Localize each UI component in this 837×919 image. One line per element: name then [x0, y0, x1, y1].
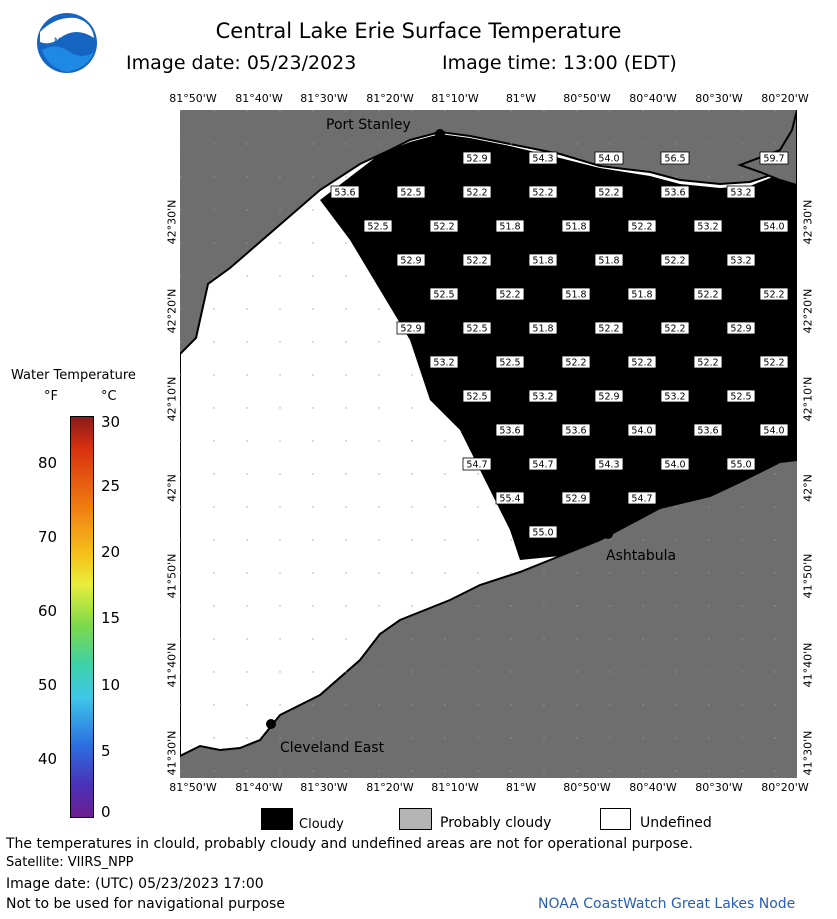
temperature-label	[496, 424, 524, 437]
temperature-label	[661, 254, 689, 267]
temperature-label	[661, 322, 689, 335]
svg-text:53.6: 53.6	[565, 425, 587, 437]
svg-text:53.2: 53.2	[433, 357, 455, 369]
temperature-label	[463, 458, 491, 471]
svg-text:51.8: 51.8	[499, 221, 521, 233]
lat-label-left-3: 42°N	[165, 474, 179, 502]
utc-date: Image date: (UTC) 05/23/2023 17:00	[6, 876, 264, 892]
temperature-label	[628, 288, 656, 301]
temperature-label	[529, 322, 557, 335]
svg-text:52.9: 52.9	[466, 153, 488, 165]
lon-label-top-5: 81°W	[505, 92, 537, 105]
lon-label-bottom-2: 81°30'W	[300, 781, 348, 794]
temperature-label	[463, 390, 491, 403]
svg-text:52.5: 52.5	[367, 221, 389, 233]
map	[180, 110, 797, 778]
temperature-label	[529, 526, 557, 539]
svg-text:54.0: 54.0	[631, 425, 653, 437]
temperature-label	[496, 356, 524, 369]
svg-text:51.8: 51.8	[565, 221, 587, 233]
svg-text:52.2: 52.2	[664, 255, 686, 267]
lon-label-top-8: 80°30'W	[695, 92, 743, 105]
temperature-label	[727, 254, 755, 267]
c-tick-label: 0	[101, 803, 111, 821]
lat-label-left-6: 41°30'N	[165, 730, 179, 776]
temperature-label	[760, 220, 788, 233]
f-tick-label: 40	[38, 750, 58, 768]
temperature-label	[661, 186, 689, 199]
navigation-note: Not to be used for navigational purpose	[6, 896, 285, 912]
svg-text:54.0: 54.0	[664, 459, 686, 471]
image-time: Image time: 13:00 (EDT)	[442, 52, 677, 74]
lon-label-top-1: 81°40'W	[235, 92, 283, 105]
temperature-label	[397, 254, 425, 267]
lon-label-top-3: 81°20'W	[366, 92, 414, 105]
port-stanley-marker	[435, 129, 445, 139]
f-tick-label: 60	[38, 602, 58, 620]
c-tick-label: 30	[101, 413, 121, 431]
lat-label-left-4: 41°50'N	[165, 553, 179, 599]
lon-label-bottom-8: 80°30'W	[695, 781, 743, 794]
temperature-label	[463, 152, 491, 165]
lon-label-bottom-7: 80°40'W	[629, 781, 677, 794]
svg-text:52.2: 52.2	[697, 289, 719, 301]
cloudy-swatch	[261, 808, 293, 830]
lon-label-bottom-0: 81°50'W	[169, 781, 217, 794]
ashtabula-marker	[603, 529, 613, 539]
temperature-label	[661, 390, 689, 403]
temperature-label	[430, 356, 458, 369]
temperature-label	[529, 152, 557, 165]
svg-text:52.5: 52.5	[499, 357, 521, 369]
temperature-label	[595, 458, 623, 471]
lon-label-top-4: 81°10'W	[431, 92, 479, 105]
temperature-label	[430, 220, 458, 233]
temperature-label	[595, 322, 623, 335]
svg-text:56.5: 56.5	[664, 153, 686, 165]
svg-text:52.2: 52.2	[532, 187, 554, 199]
temperature-label	[661, 152, 689, 165]
svg-text:52.2: 52.2	[763, 357, 785, 369]
temperature-label	[727, 186, 755, 199]
temperature-label	[496, 288, 524, 301]
svg-text:52.9: 52.9	[565, 493, 587, 505]
svg-text:53.2: 53.2	[664, 391, 686, 403]
svg-text:52.9: 52.9	[730, 323, 752, 335]
temperature-label	[760, 288, 788, 301]
temperature-label	[529, 390, 557, 403]
lat-label-left-1: 42°20'N	[165, 288, 179, 334]
svg-text:51.8: 51.8	[532, 323, 554, 335]
svg-text:52.2: 52.2	[664, 323, 686, 335]
lat-label-left-2: 42°10'N	[165, 376, 179, 422]
undefined-swatch	[600, 808, 631, 830]
temperature-label	[628, 424, 656, 437]
svg-text:54.7: 54.7	[631, 493, 653, 505]
svg-text:55.4: 55.4	[499, 493, 521, 505]
svg-text:52.2: 52.2	[763, 289, 785, 301]
svg-text:52.2: 52.2	[631, 357, 653, 369]
temperature-label	[760, 152, 788, 165]
lat-label-right-0: 42°30'N	[801, 199, 815, 245]
svg-text:54.0: 54.0	[598, 153, 620, 165]
f-tick-label: 70	[38, 528, 58, 546]
temperature-label	[628, 356, 656, 369]
svg-text:53.2: 53.2	[730, 255, 752, 267]
svg-text:54.0: 54.0	[763, 221, 785, 233]
svg-text:52.9: 52.9	[400, 255, 422, 267]
temperature-label	[760, 424, 788, 437]
satellite: Satellite: VIIRS_NPP	[6, 855, 134, 870]
svg-text:52.2: 52.2	[598, 323, 620, 335]
lat-label-right-2: 42°10'N	[801, 376, 815, 422]
svg-text:53.6: 53.6	[334, 187, 356, 199]
svg-text:59.7: 59.7	[763, 153, 785, 165]
temperature-label	[397, 322, 425, 335]
lat-label-left-5: 41°40'N	[165, 642, 179, 688]
temperature-label	[727, 458, 755, 471]
temperature-label	[496, 492, 524, 505]
c-tick-label: 25	[101, 477, 121, 495]
temperature-label	[661, 458, 689, 471]
temperature-label	[562, 220, 590, 233]
svg-text:51.8: 51.8	[532, 255, 554, 267]
svg-text:52.9: 52.9	[400, 323, 422, 335]
svg-text:52.2: 52.2	[598, 187, 620, 199]
temperature-label	[595, 390, 623, 403]
svg-text:52.2: 52.2	[499, 289, 521, 301]
lat-label-right-4: 41°50'N	[801, 553, 815, 599]
svg-text:54.7: 54.7	[466, 459, 488, 471]
color-scale-bar	[70, 416, 94, 818]
svg-text:52.5: 52.5	[730, 391, 752, 403]
temperature-label	[727, 322, 755, 335]
svg-text:52.2: 52.2	[631, 221, 653, 233]
temperature-label	[529, 186, 557, 199]
lon-label-top-2: 81°30'W	[300, 92, 348, 105]
svg-text:51.8: 51.8	[565, 289, 587, 301]
temperature-label	[496, 220, 524, 233]
c-tick-label: 20	[101, 543, 121, 561]
temperature-label	[694, 424, 722, 437]
temperature-label	[694, 220, 722, 233]
lon-label-bottom-3: 81°20'W	[366, 781, 414, 794]
temperature-label	[331, 186, 359, 199]
temperature-label	[562, 492, 590, 505]
c-tick-label: 10	[101, 676, 121, 694]
svg-text:52.2: 52.2	[697, 357, 719, 369]
lat-label-right-5: 41°40'N	[801, 642, 815, 688]
svg-text:52.9: 52.9	[598, 391, 620, 403]
c-tick-label: 5	[101, 742, 111, 760]
svg-text:55.0: 55.0	[532, 527, 554, 539]
svg-text:NOAA: NOAA	[53, 37, 81, 47]
temperature-label	[694, 288, 722, 301]
lon-label-top-7: 80°40'W	[629, 92, 677, 105]
lon-label-top-6: 80°50'W	[563, 92, 611, 105]
svg-text:51.8: 51.8	[598, 255, 620, 267]
image-date: Image date: 05/23/2023	[126, 52, 357, 74]
svg-text:52.2: 52.2	[433, 221, 455, 233]
undefined-label: Undefined	[640, 815, 712, 831]
svg-text:53.2: 53.2	[697, 221, 719, 233]
lon-label-bottom-6: 80°50'W	[563, 781, 611, 794]
lat-label-right-6: 41°30'N	[801, 730, 815, 776]
svg-text:52.5: 52.5	[400, 187, 422, 199]
lat-label-left-0: 42°30'N	[165, 199, 179, 245]
svg-text:53.2: 53.2	[532, 391, 554, 403]
temperature-label	[628, 492, 656, 505]
svg-text:54.7: 54.7	[532, 459, 554, 471]
temperature-label	[463, 254, 491, 267]
temperature-label	[562, 424, 590, 437]
svg-text:52.2: 52.2	[565, 357, 587, 369]
temperature-label	[562, 288, 590, 301]
temperature-label	[727, 390, 755, 403]
svg-text:52.5: 52.5	[466, 391, 488, 403]
cleveland-marker	[266, 719, 276, 729]
temperature-label	[595, 254, 623, 267]
temperature-label	[529, 458, 557, 471]
lon-label-bottom-9: 80°20'W	[761, 781, 809, 794]
svg-text:52.2: 52.2	[466, 187, 488, 199]
svg-text:55.0: 55.0	[730, 459, 752, 471]
disclaimer: The temperatures in clould, probably cloudy and undefined areas are not for operational purpose.	[6, 836, 693, 852]
svg-text:52.5: 52.5	[466, 323, 488, 335]
temperature-label	[562, 356, 590, 369]
city-label-port-stanley: Port Stanley	[326, 117, 411, 133]
temperature-label	[694, 356, 722, 369]
svg-text:53.6: 53.6	[664, 187, 686, 199]
svg-text:54.3: 54.3	[598, 459, 620, 471]
temperature-label	[430, 288, 458, 301]
f-tick-label: 50	[38, 676, 58, 694]
temperature-label	[529, 254, 557, 267]
temperature-label	[628, 220, 656, 233]
f-tick-label: 80	[38, 454, 58, 472]
legend-unit-f: °F	[44, 389, 58, 404]
svg-text:52.2: 52.2	[466, 255, 488, 267]
temperature-label	[595, 186, 623, 199]
cloudy-label: Cloudy	[299, 817, 344, 832]
svg-text:54.3: 54.3	[532, 153, 554, 165]
svg-text:53.6: 53.6	[499, 425, 521, 437]
temperature-label	[595, 152, 623, 165]
probably-cloudy-swatch	[399, 808, 432, 830]
temperature-label	[463, 322, 491, 335]
c-tick-label: 15	[101, 609, 121, 627]
legend-title: Water Temperature	[11, 368, 136, 383]
temperature-label	[364, 220, 392, 233]
lat-label-right-1: 42°20'N	[801, 288, 815, 334]
page-title: Central Lake Erie Surface Temperature	[215, 19, 622, 43]
svg-text:52.5: 52.5	[433, 289, 455, 301]
temperature-label	[760, 356, 788, 369]
legend-unit-c: °C	[101, 389, 117, 404]
lon-label-bottom-1: 81°40'W	[235, 781, 283, 794]
svg-text:54.0: 54.0	[763, 425, 785, 437]
svg-text:51.8: 51.8	[631, 289, 653, 301]
lon-label-bottom-4: 81°10'W	[431, 781, 479, 794]
city-label-cleveland-east: Cleveland East	[280, 740, 385, 756]
temperature-label	[397, 186, 425, 199]
temperature-label	[463, 186, 491, 199]
city-label-ashtabula: Ashtabula	[606, 548, 677, 564]
svg-text:53.2: 53.2	[730, 187, 752, 199]
lon-label-top-9: 80°20'W	[761, 92, 809, 105]
svg-text:53.6: 53.6	[697, 425, 719, 437]
credit: NOAA CoastWatch Great Lakes Node	[538, 896, 796, 912]
lon-label-top-0: 81°50'W	[169, 92, 217, 105]
lat-label-right-3: 42°N	[801, 474, 815, 502]
lon-label-bottom-5: 81°W	[505, 781, 537, 794]
probably-cloudy-label: Probably cloudy	[440, 815, 552, 831]
